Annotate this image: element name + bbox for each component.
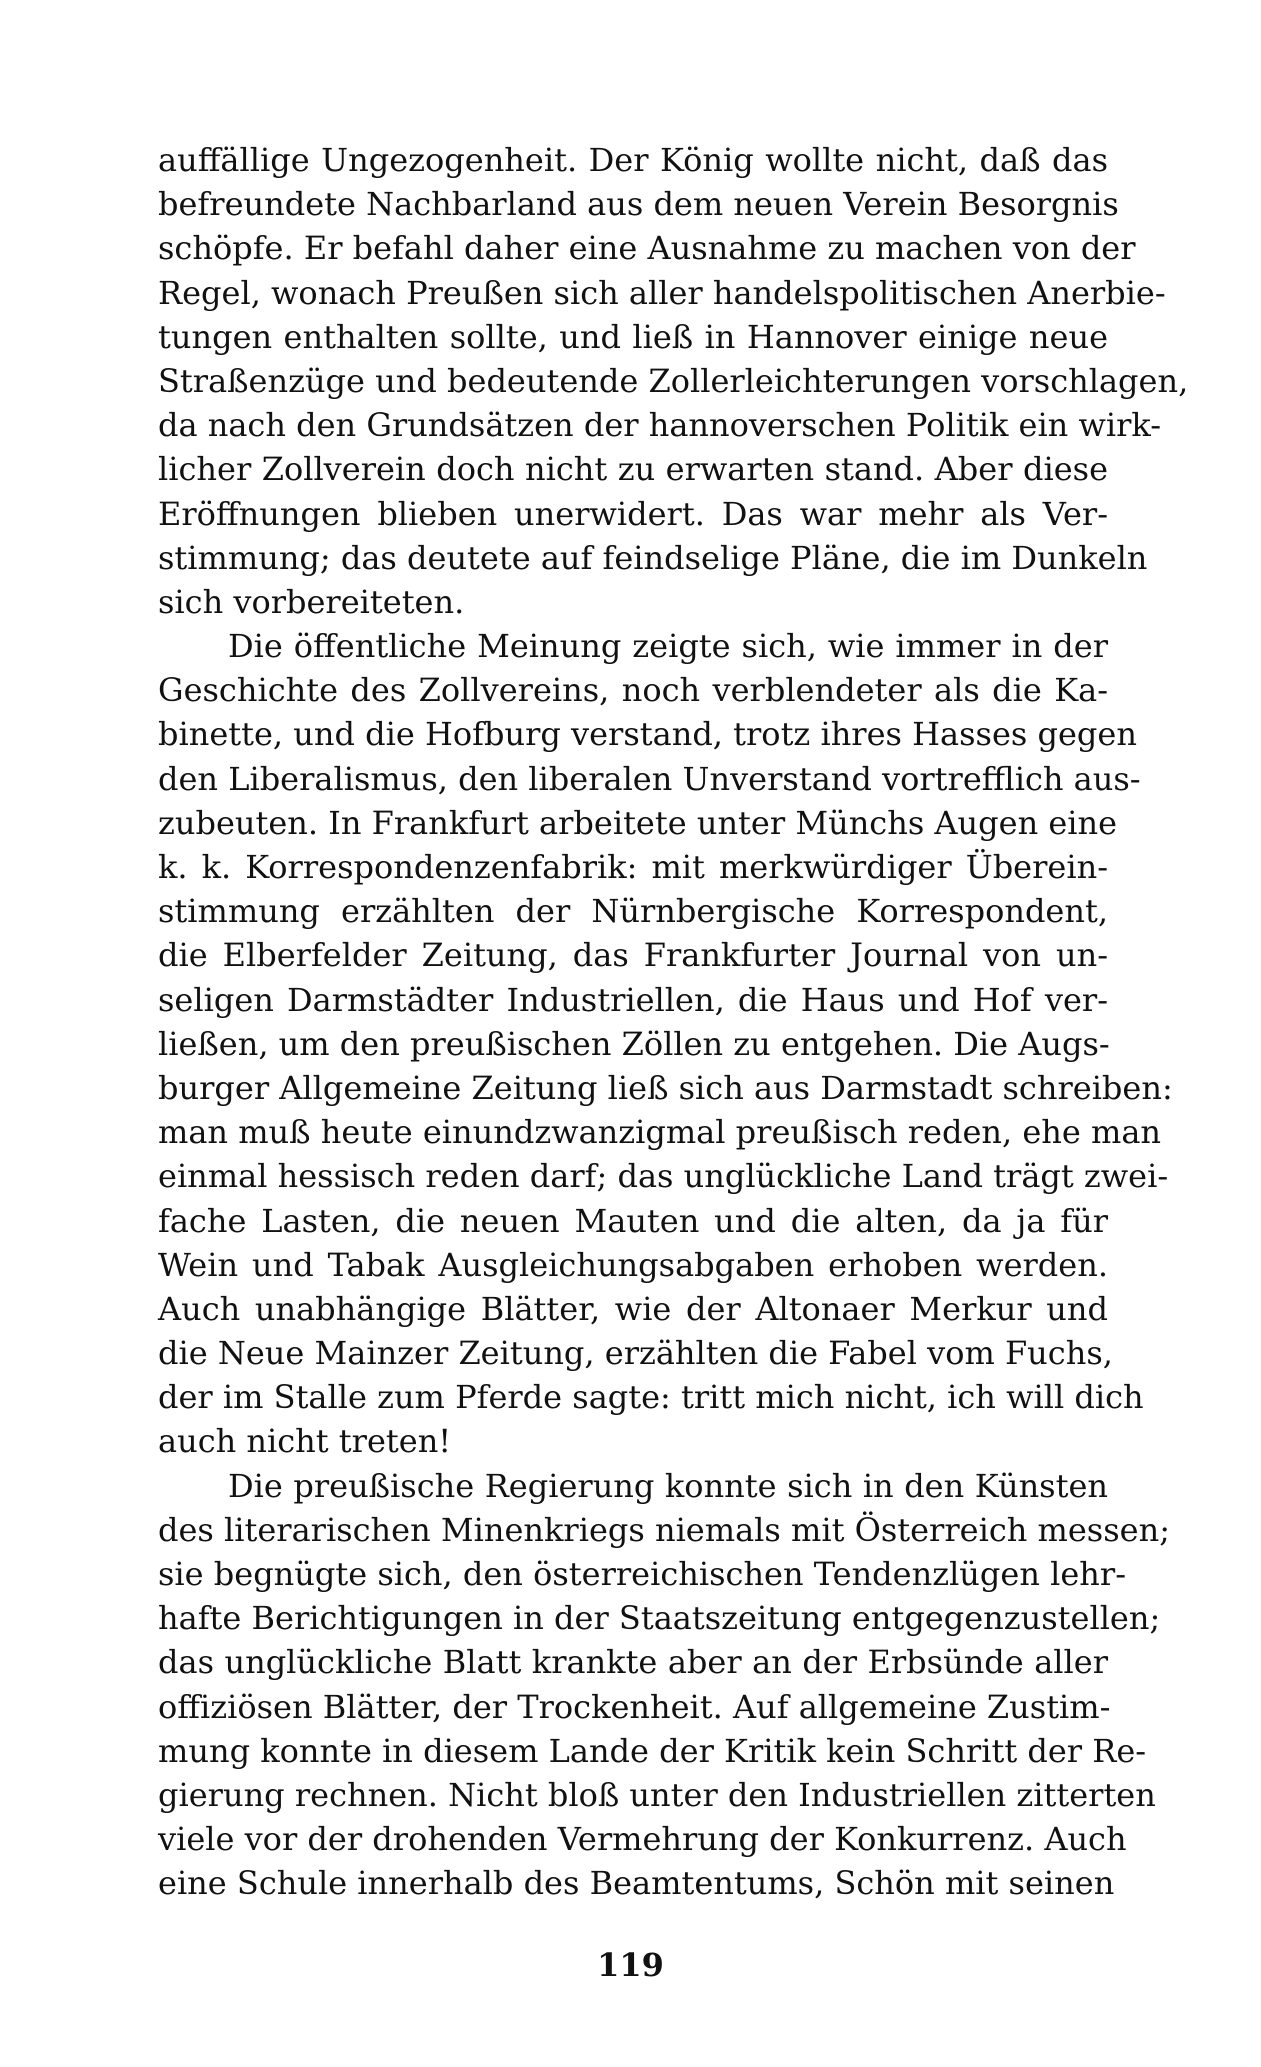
text-line: gierung rechnen. Nicht bloß unter den Industriellen zitterten (158, 1775, 1156, 1814)
text-line: befreundete Nachbarland aus dem neuen Verein Besorgnis (158, 185, 1119, 224)
text-line: schöpfe. Er befahl daher eine Ausnahme zu machen von der (158, 229, 1136, 268)
text-line: Eröffnungen blieben unerwidert. Das war mehr als Ver- (158, 494, 1108, 533)
text-line: einmal hessisch reden darf; das unglückliche Land trägt zwei- (158, 1157, 1169, 1196)
text-line: auffällige Ungezogenheit. Der König wollte nicht, daß das (158, 141, 1108, 179)
text-line: die Neue Mainzer Zeitung, erzählten die Fabel vom Fuchs, (158, 1334, 1113, 1373)
text-line: sich vorbereiteten. (158, 582, 465, 621)
text-line: Auch unabhängige Blätter, wie der Altonaer Merkur und (158, 1289, 1108, 1328)
text-line: man muß heute einundzwanzigmal preußisch reden, ehe man (158, 1113, 1162, 1152)
text-line: seligen Darmstädter Industriellen, die Haus und Hof ver- (158, 980, 1108, 1019)
text-line: tungen enthalten sollte, und ließ in Hannover einige neue (158, 317, 1108, 356)
text-line: stimmung; das deutete auf feindselige Pläne, die im Dunkeln (158, 538, 1148, 577)
text-line: die Elberfelder Zeitung, das Frankfurter Journal von un- (158, 936, 1108, 975)
text-line: binette, und die Hofburg verstand, trotz ihres Hasses gegen (158, 715, 1137, 754)
text-line: offiziösen Blätter, der Trockenheit. Auf allgemeine Zustim- (158, 1687, 1111, 1726)
paragraph (158, 1464, 1170, 1906)
page-number: 119 (597, 1946, 664, 1984)
text-line: Straßenzüge und bedeutende Zollerleichterungen vorschlagen, (158, 361, 1189, 400)
text-line: Die öffentliche Meinung zeigte sich, wie immer in der (228, 627, 1108, 666)
text-line: Wein und Tabak Ausgleichungsabgaben erhoben werden. (158, 1245, 1108, 1284)
text-line: zubeuten. In Frankfurt arbeitete unter Münchs Augen eine (158, 803, 1118, 842)
text-line: eine Schule innerhalb des Beamtentums, Schön mit seinen (158, 1864, 1115, 1903)
text-line: der im Stalle zum Pferde sagte: tritt mich nicht, ich will dich (158, 1378, 1144, 1417)
text-line: das unglückliche Blatt krankte aber an der Erbsünde aller (158, 1643, 1108, 1682)
text-line: auch nicht treten! (158, 1422, 452, 1461)
text-line: viele vor der drohenden Vermehrung der Konkurrenz. Auch (158, 1820, 1127, 1859)
text-line: den Liberalismus, den liberalen Unverstand vortrefflich aus- (158, 759, 1141, 798)
text-line: des literarischen Minenkriegs niemals mit Österreich messen; (158, 1510, 1170, 1549)
text-line: mung konnte in diesem Lande der Kritik kein Schritt der Re- (158, 1731, 1147, 1770)
text-line: licher Zollverein doch nicht zu erwarten stand. Aber diese (158, 450, 1108, 489)
text-line: Die preußische Regierung konnte sich in den Künsten (228, 1466, 1108, 1505)
text-line: hafte Berichtigungen in der Staatszeitung entgegenzustellen; (158, 1599, 1161, 1638)
paragraph (158, 624, 1173, 1464)
text-line: fache Lasten, die neuen Mauten und die alten, da ja für (158, 1201, 1108, 1240)
text-line: stimmung erzählten der Nürnbergische Korrespondent, (158, 892, 1108, 931)
text-line: k. k. Korrespondenzenfabrik: mit merkwürdiger Überein- (158, 848, 1108, 886)
paragraph (158, 138, 1189, 624)
text-line: ließen, um den preußischen Zöllen zu entgehen. Die Augs- (158, 1024, 1110, 1063)
text-line: sie begnügte sich, den österreichischen Tendenzlügen lehr- (158, 1555, 1126, 1593)
text-line: burger Allgemeine Zeitung ließ sich aus Darmstadt schreiben: (158, 1068, 1173, 1107)
text-line: Geschichte des Zollvereins, noch verblendeter als die Ka- (158, 671, 1108, 710)
text-line: Regel, wonach Preußen sich aller handelspolitischen Anerbie- (158, 273, 1166, 312)
text-line: da nach den Grundsätzen der hannoverschen Politik ein wirk- (158, 406, 1162, 445)
page-body (158, 138, 1189, 1906)
